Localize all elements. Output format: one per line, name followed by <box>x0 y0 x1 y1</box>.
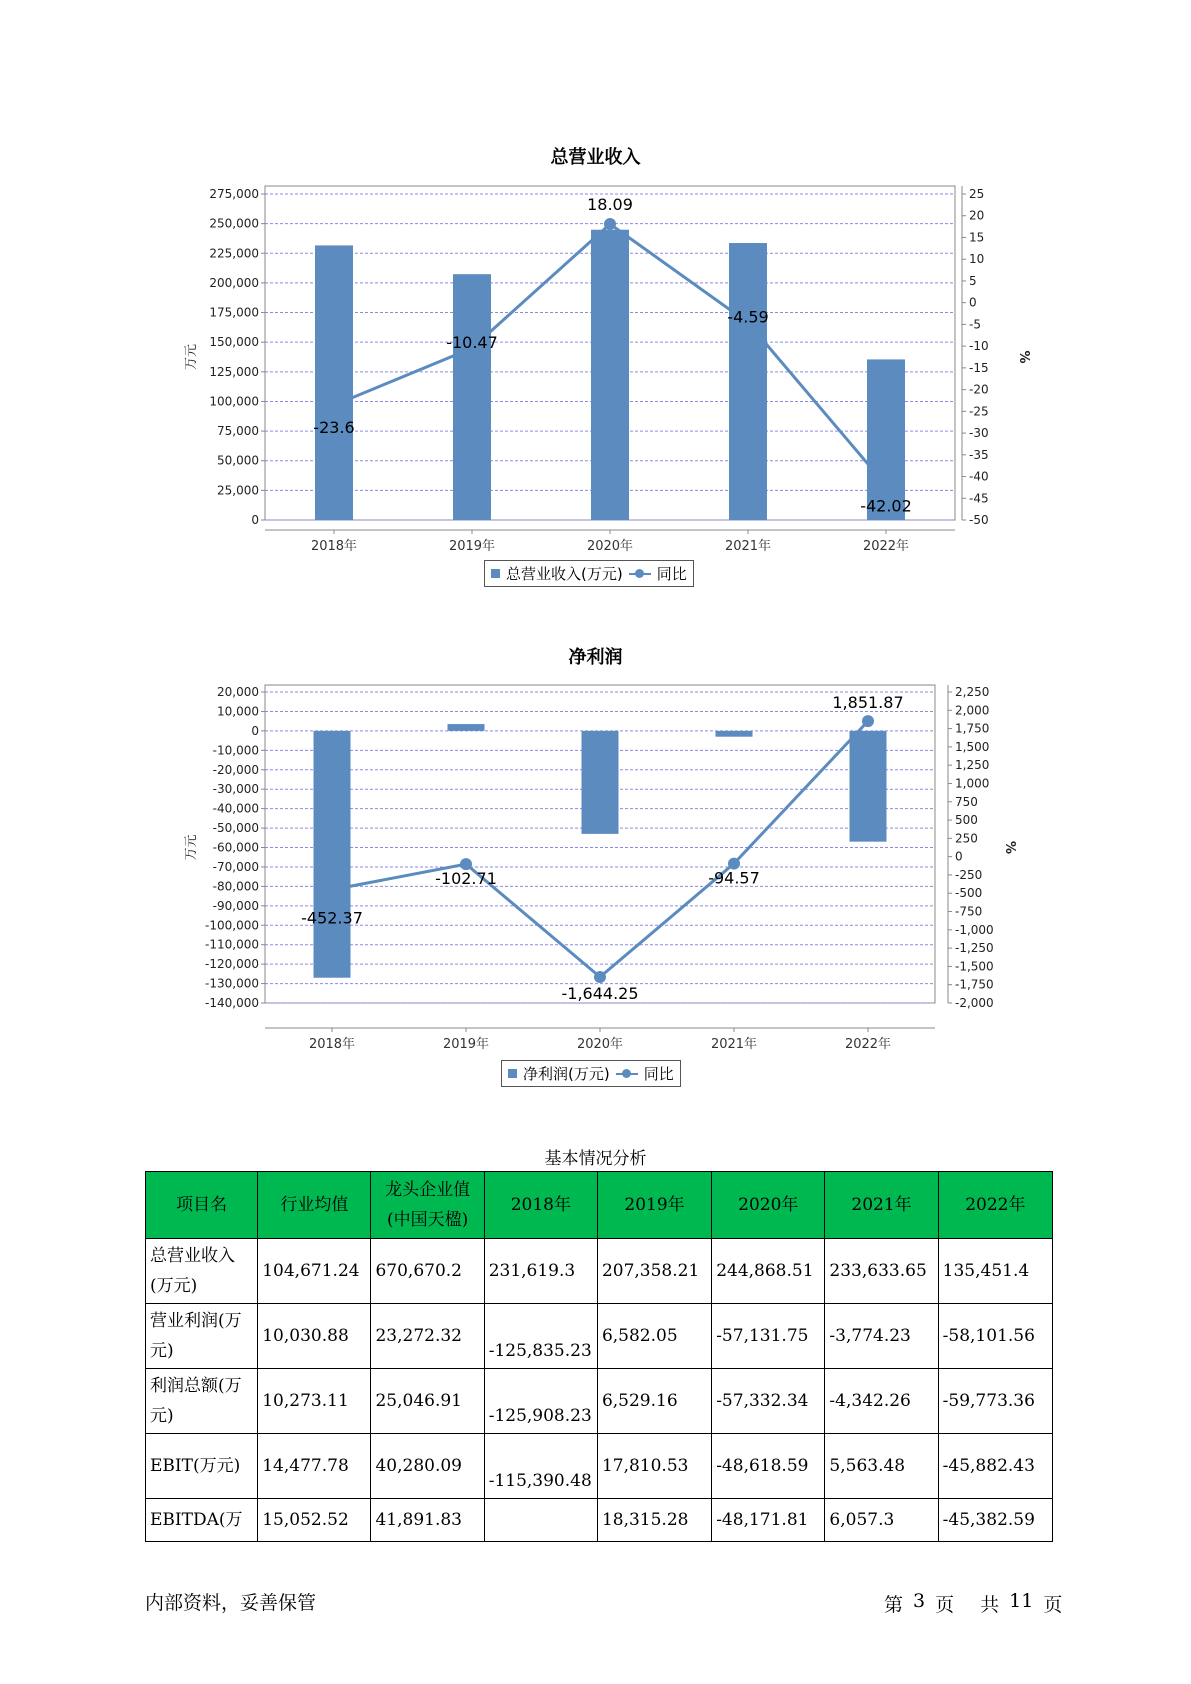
y2-tick-label: 2,000 <box>955 703 990 718</box>
yoy-point <box>594 971 606 983</box>
basic-analysis-table <box>145 1171 1053 1542</box>
y-tick-label: -120,000 <box>205 957 259 972</box>
y-tick-label: -30,000 <box>212 782 259 797</box>
table-cell: 104,671.24 <box>258 1239 371 1304</box>
table-cell: 244,868.51 <box>712 1239 825 1304</box>
table-cell: 5,563.48 <box>825 1434 938 1499</box>
table-cell: 17,810.53 <box>597 1434 711 1499</box>
table-cell: -3,774.23 <box>825 1304 938 1369</box>
y2-tick-label: -500 <box>955 886 983 901</box>
bar <box>716 731 753 737</box>
y-tick-label: -40,000 <box>212 801 259 816</box>
table-cell: -59,773.36 <box>938 1369 1052 1434</box>
y2-tick-label: -45 <box>969 491 989 506</box>
data-label: 18.09 <box>587 195 633 215</box>
y-axis-title: 万元 <box>184 343 199 371</box>
y-tick-label: 0 <box>251 513 259 527</box>
data-label: 1,851.87 <box>832 693 904 713</box>
y2-tick-label: -1,250 <box>955 941 994 956</box>
table-cell: 25,046.91 <box>371 1369 484 1434</box>
chart1-title: 总营业收入 <box>550 147 641 168</box>
table-cell <box>484 1499 597 1542</box>
header-cell: 2021年 <box>825 1172 938 1239</box>
y2-tick-label: -5 <box>969 317 981 332</box>
bar <box>314 731 351 978</box>
table-cell: 40,280.09 <box>371 1434 484 1499</box>
bar <box>448 724 485 731</box>
bar <box>850 731 887 842</box>
table-cell: 15,052.52 <box>258 1499 371 1542</box>
y-tick-label: 275,000 <box>209 187 259 201</box>
chart2-legend <box>501 1060 681 1087</box>
y-tick-label: 200,000 <box>209 275 259 290</box>
header-cell: 项目名 <box>146 1172 258 1239</box>
header-cell: 2019年 <box>597 1172 711 1239</box>
data-label: -1,644.25 <box>561 983 639 1003</box>
row-name: 营业利润(万元) <box>146 1304 258 1369</box>
y2-tick-label: 15 <box>969 230 985 245</box>
y-tick-label: 0 <box>251 723 259 738</box>
x-tick-label: 2021年 <box>710 1037 758 1052</box>
table-cell: 6,529.16 <box>597 1369 711 1434</box>
y-tick-label: 100,000 <box>209 394 259 409</box>
table-cell: -45,382.59 <box>938 1499 1052 1542</box>
y-tick-label: 175,000 <box>209 305 259 320</box>
y2-tick-label: 1,500 <box>955 739 990 754</box>
table-cell: -125,835.23 <box>484 1304 597 1369</box>
y2-axis-title: % <box>1016 350 1031 364</box>
table-cell: 231,619.3 <box>484 1239 597 1304</box>
x-tick-label: 2022年 <box>844 1037 892 1052</box>
table-caption: 基本情况分析 <box>544 1149 647 1169</box>
y2-tick-label: 1,750 <box>955 721 990 736</box>
y-tick-label: 225,000 <box>209 246 259 261</box>
y-tick-label: -70,000 <box>212 859 259 874</box>
legend-bar-label: 净利润(万元) <box>523 1065 610 1083</box>
row-name: EBIT(万元) <box>146 1434 258 1499</box>
y-tick-label: -90,000 <box>212 898 259 913</box>
y2-tick-label: 250 <box>955 831 978 846</box>
x-tick-label: 2022年 <box>862 539 910 554</box>
y2-tick-label: 1,250 <box>955 758 990 773</box>
table-cell: -115,390.48 <box>484 1434 597 1499</box>
y-tick-label: 25,000 <box>217 483 259 498</box>
header-cell: 行业均值 <box>258 1172 371 1239</box>
table-cell: -48,618.59 <box>712 1434 825 1499</box>
data-label: -94.57 <box>708 868 760 888</box>
table-cell: -45,882.43 <box>938 1434 1052 1499</box>
y2-axis-title: % <box>1002 840 1017 855</box>
table-cell: -4,342.26 <box>825 1369 938 1434</box>
x-tick-label: 2018年 <box>308 1037 356 1052</box>
total-suffix: 页 <box>1043 1594 1063 1616</box>
page-prefix: 第 <box>884 1594 904 1616</box>
y2-tick-label: -10 <box>969 339 989 354</box>
y-tick-label: -20,000 <box>212 762 259 777</box>
header-cell: 2020年 <box>712 1172 825 1239</box>
table-row <box>146 1499 1053 1542</box>
table-cell: 41,891.83 <box>371 1499 484 1542</box>
y-tick-label: -50,000 <box>212 821 259 836</box>
y2-tick-label: -2,000 <box>955 996 994 1010</box>
footer-confidential-note: 内部资料，妥善保管 <box>145 1592 317 1614</box>
table-cell: -57,332.34 <box>712 1369 825 1434</box>
header-cell: 2022年 <box>938 1172 1052 1239</box>
total-prefix: 共 <box>980 1594 1000 1616</box>
legend-bar-swatch <box>508 1069 517 1078</box>
y-tick-label: 75,000 <box>217 424 259 439</box>
x-tick-label: 2020年 <box>576 1037 624 1052</box>
table-cell: 670,670.2 <box>371 1239 484 1304</box>
y2-tick-label: -1,750 <box>955 977 994 992</box>
y-tick-label: -110,000 <box>205 937 259 952</box>
spacer <box>964 1590 970 1617</box>
page-suffix: 页 <box>935 1594 955 1616</box>
y2-tick-label: 500 <box>955 813 978 828</box>
table-cell: 6,582.05 <box>597 1304 711 1369</box>
legend-bar-label: 总营业收入(万元) <box>506 565 623 583</box>
table-cell: -48,171.81 <box>712 1499 825 1542</box>
y-axis-title: 万元 <box>184 834 199 861</box>
y-tick-label: 250,000 <box>209 216 259 231</box>
y2-tick-label: -750 <box>955 904 983 919</box>
table-row <box>146 1434 1053 1499</box>
yoy-point <box>862 715 874 727</box>
y2-tick-label: 10 <box>969 252 985 267</box>
legend-line-label: 同比 <box>656 565 687 583</box>
y-tick-label: 50,000 <box>217 453 259 468</box>
y2-tick-label: -40 <box>969 469 989 484</box>
y2-tick-label: -15 <box>969 360 989 375</box>
data-label: -452.37 <box>301 908 363 928</box>
y-tick-label: -100,000 <box>205 918 259 933</box>
table-cell: -125,908.23 <box>484 1369 597 1434</box>
y2-tick-label: 0 <box>955 849 963 864</box>
row-name: 总营业收入(万元) <box>146 1239 258 1304</box>
total-number: 11 <box>1009 1590 1034 1612</box>
y2-tick-label: -25 <box>969 404 989 419</box>
y-tick-label: 125,000 <box>209 364 259 379</box>
y-tick-label: -140,000 <box>205 996 259 1010</box>
y-tick-label: -10,000 <box>212 743 259 758</box>
y2-tick-label: -35 <box>969 447 989 462</box>
y-tick-label: 150,000 <box>209 335 259 350</box>
table-row <box>146 1304 1053 1369</box>
table-cell: 23,272.32 <box>371 1304 484 1369</box>
y2-tick-label: -20 <box>969 382 989 397</box>
y-tick-label: 10,000 <box>217 704 259 719</box>
table-cell: 10,030.88 <box>258 1304 371 1369</box>
table-cell: 135,451.4 <box>938 1239 1052 1304</box>
row-name: 利润总额(万元) <box>146 1369 258 1434</box>
data-label: -42.02 <box>860 496 912 516</box>
table-cell: 14,477.78 <box>258 1434 371 1499</box>
table-cell: -57,131.75 <box>712 1304 825 1369</box>
table-cell: -58,101.56 <box>938 1304 1052 1369</box>
legend-line-marker <box>616 1068 638 1080</box>
table-cell: 233,633.65 <box>825 1239 938 1304</box>
chart2-title: 净利润 <box>568 647 623 668</box>
x-tick-label: 2020年 <box>586 539 634 554</box>
x-tick-label: 2018年 <box>310 539 358 554</box>
y2-tick-label: -250 <box>955 867 983 882</box>
x-tick-label: 2019年 <box>442 1037 490 1052</box>
y2-tick-label: 20 <box>969 208 985 223</box>
y2-tick-label: 1,000 <box>955 776 990 791</box>
y2-tick-label: -1,500 <box>955 959 994 974</box>
y2-tick-label: -1,000 <box>955 922 994 937</box>
data-label: -23.6 <box>313 418 355 438</box>
y-tick-label: 20,000 <box>217 685 259 699</box>
legend-line-label: 同比 <box>643 1065 674 1083</box>
y2-tick-label: 0 <box>969 295 977 310</box>
y2-tick-label: -30 <box>969 426 989 441</box>
header-cell: 龙头企业值(中国天楹) <box>371 1172 484 1239</box>
table-cell: 6,057.3 <box>825 1499 938 1542</box>
y2-tick-label: 5 <box>969 273 977 288</box>
data-label: -4.59 <box>727 307 769 327</box>
row-name: EBITDA(万 <box>146 1499 258 1542</box>
data-label: -10.47 <box>446 333 498 353</box>
y-tick-label: -80,000 <box>212 879 259 894</box>
data-label: -102.71 <box>435 869 497 889</box>
table-cell: 207,358.21 <box>597 1239 711 1304</box>
table-header-row <box>146 1172 1053 1239</box>
x-tick-label: 2021年 <box>724 539 772 554</box>
footer-page-info <box>884 1590 1062 1617</box>
y2-tick-label: 2,250 <box>955 685 990 699</box>
header-cell: 2018年 <box>484 1172 597 1239</box>
page-number: 3 <box>913 1590 926 1612</box>
y-tick-label: -60,000 <box>212 840 259 855</box>
y2-tick-label: -50 <box>969 513 989 527</box>
table-row <box>146 1369 1053 1434</box>
y2-tick-label: 25 <box>969 187 985 201</box>
x-tick-label: 2019年 <box>448 539 496 554</box>
table-row <box>146 1239 1053 1304</box>
bar <box>582 731 619 834</box>
y2-tick-label: 750 <box>955 794 978 809</box>
y-tick-label: -130,000 <box>205 976 259 991</box>
table-cell: 18,315.28 <box>597 1499 711 1542</box>
table-cell: 10,273.11 <box>258 1369 371 1434</box>
